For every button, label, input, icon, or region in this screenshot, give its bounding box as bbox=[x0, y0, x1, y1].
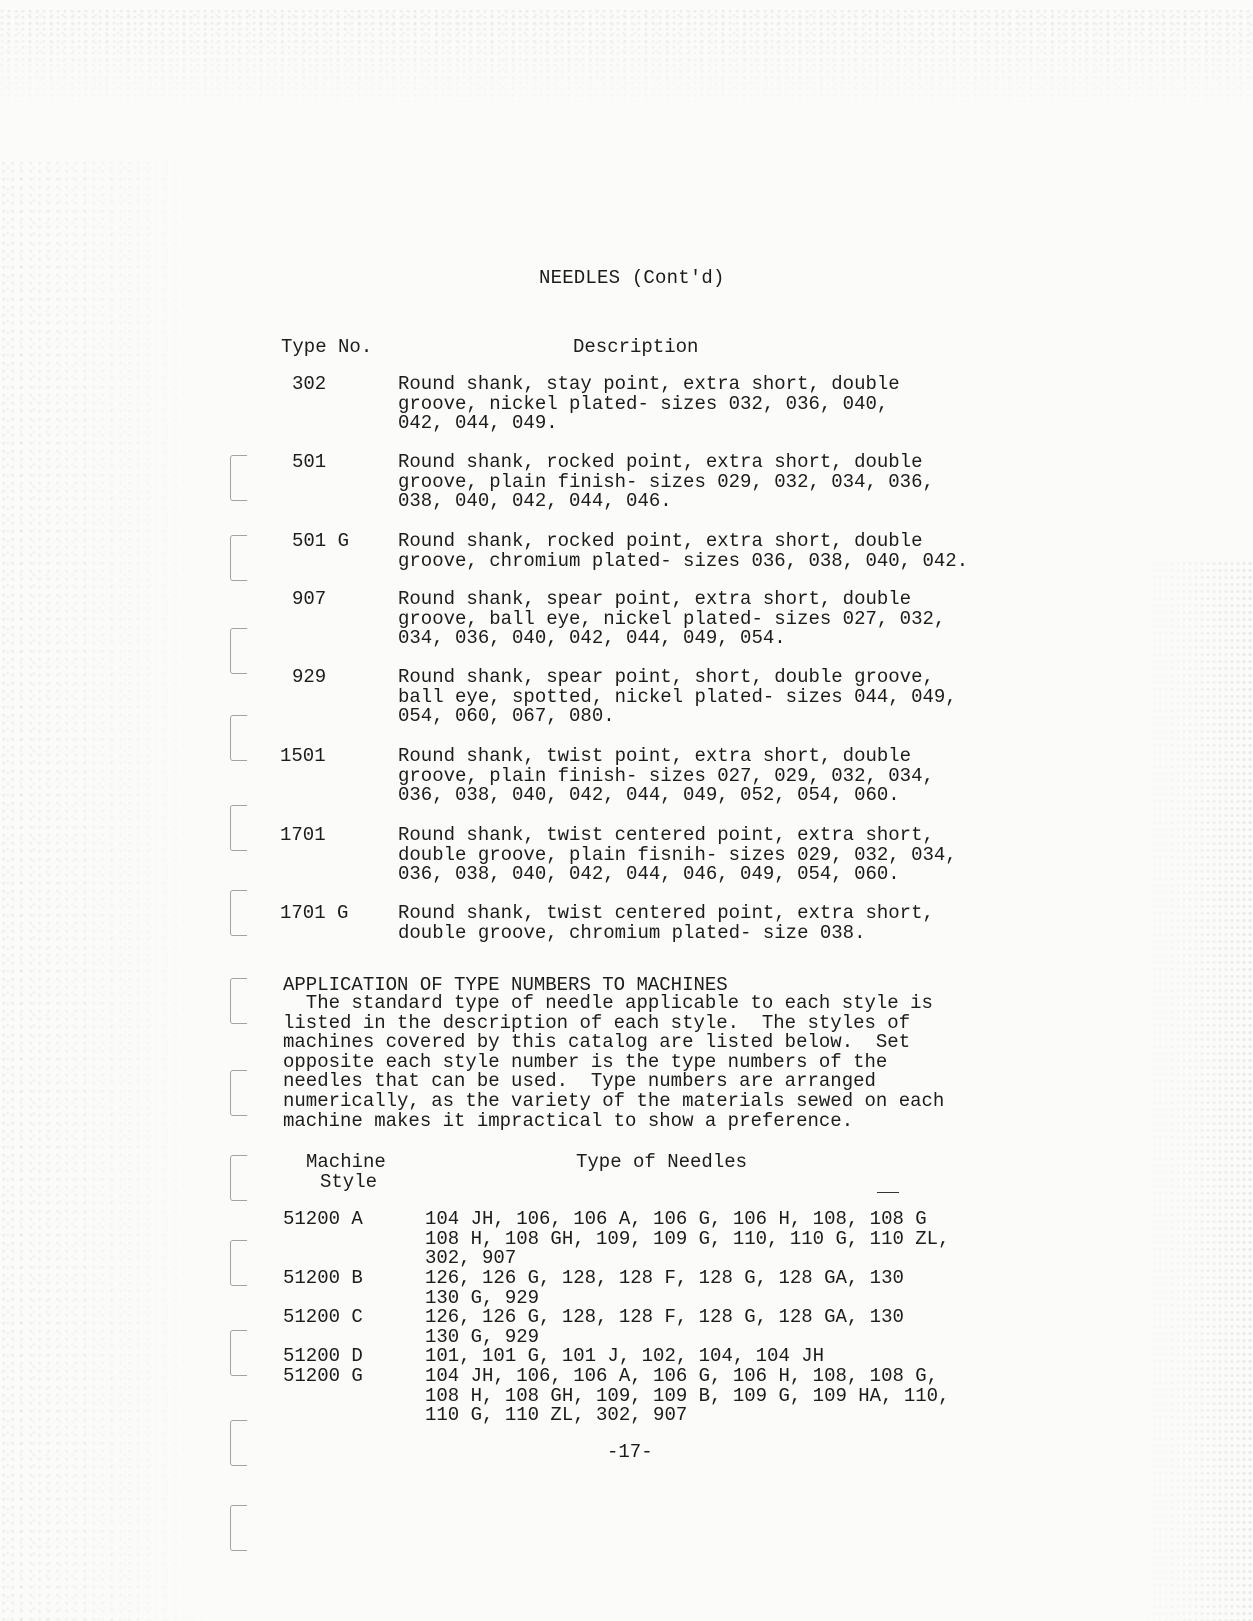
needle-type: 1701 G bbox=[280, 902, 349, 924]
needle-types-line: 130 G, 929 bbox=[425, 1325, 540, 1348]
binder-mark bbox=[230, 535, 247, 581]
paragraph-line: machine makes it impractical to show a preference. bbox=[283, 1109, 854, 1132]
needle-description bbox=[398, 668, 998, 727]
needle-description bbox=[398, 453, 998, 512]
binder-mark bbox=[230, 1420, 247, 1466]
binder-mark bbox=[230, 890, 247, 936]
scan-noise-left bbox=[0, 160, 230, 1621]
needle-type: 907 bbox=[292, 588, 327, 610]
description-line: Round shank, spear point, short, double groove, bbox=[398, 666, 934, 688]
needle-types-line: 302, 907 bbox=[425, 1247, 517, 1270]
type-of-needles-header: Type of Needles bbox=[576, 1151, 748, 1173]
paragraph-line: listed in the description of each style. The styles of bbox=[283, 1011, 911, 1034]
machine-needle-types bbox=[425, 1347, 985, 1367]
needle-description bbox=[398, 904, 998, 943]
description-line: 038, 040, 042, 044, 046. bbox=[398, 490, 672, 512]
binder-mark bbox=[230, 1070, 247, 1116]
machine-needle-types bbox=[425, 1269, 985, 1308]
description-line: Round shank, twist point, extra short, double bbox=[398, 745, 912, 767]
machine-style: 51200 A bbox=[283, 1208, 363, 1230]
description-line: Round shank, twist centered point, extra short, bbox=[398, 902, 934, 924]
needle-description bbox=[398, 590, 998, 649]
machine-style: 51200 G bbox=[283, 1365, 363, 1387]
binder-mark bbox=[230, 978, 247, 1024]
description-line: groove, chromium plated- sizes 036, 038, 040, 042. bbox=[398, 549, 969, 572]
description-line: 034, 036, 040, 042, 044, 049, 054. bbox=[398, 627, 786, 649]
needle-types-line: 104 JH, 106, 106 A, 106 G, 106 H, 108, 108 G, bbox=[425, 1365, 939, 1387]
description-line: Round shank, rocked point, extra short, double bbox=[398, 530, 923, 552]
binder-marks bbox=[230, 360, 260, 1600]
needle-types-line: 126, 126 G, 128, 128 F, 128 G, 128 GA, 130 bbox=[425, 1306, 904, 1328]
machine-style: 51200 D bbox=[283, 1345, 363, 1367]
needle-type: 929 bbox=[292, 666, 327, 688]
description-line: double groove, chromium plated- size 038. bbox=[398, 921, 866, 944]
machine-needle-types bbox=[425, 1210, 985, 1269]
section-title: APPLICATION OF TYPE NUMBERS TO MACHINES bbox=[283, 974, 728, 996]
description-line: Round shank, stay point, extra short, double bbox=[398, 373, 900, 395]
machine-style: 51200 B bbox=[283, 1267, 363, 1289]
needle-types-line: 126, 126 G, 128, 128 F, 128 G, 128 GA, 130 bbox=[425, 1267, 904, 1289]
needle-types-line: 108 H, 108 GH, 109, 109 B, 109 G, 109 HA, 110, bbox=[425, 1384, 950, 1407]
description-line: groove, nickel plated- sizes 032, 036, 040, bbox=[398, 392, 889, 415]
description-line: 042, 044, 049. bbox=[398, 412, 558, 434]
machine-style-header-line2: Style bbox=[320, 1171, 378, 1193]
machine-style: 51200 C bbox=[283, 1306, 363, 1328]
needle-types-line: 110 G, 110 ZL, 302, 907 bbox=[425, 1404, 688, 1427]
needle-type: 1501 bbox=[280, 745, 326, 767]
application-paragraph bbox=[283, 994, 983, 1131]
description-line: 036, 038, 040, 042, 044, 049, 052, 054, 060. bbox=[398, 784, 900, 806]
page-number: -17- bbox=[607, 1441, 653, 1463]
needle-type: 302 bbox=[292, 373, 327, 395]
binder-mark bbox=[230, 805, 247, 851]
description-line: groove, ball eye, nickel plated- sizes 027, 032, bbox=[398, 607, 946, 630]
description-line: groove, plain finish- sizes 027, 029, 032, 034, bbox=[398, 764, 934, 787]
needle-type: 501 bbox=[292, 451, 327, 473]
needle-types-line: 130 G, 929 bbox=[425, 1286, 540, 1309]
binder-mark bbox=[230, 1330, 247, 1376]
needle-type: 501 G bbox=[292, 530, 350, 552]
binder-mark bbox=[230, 455, 247, 501]
needle-description bbox=[398, 826, 998, 885]
paragraph-line: The standard type of needle applicable to each style is bbox=[283, 992, 933, 1014]
page-title: NEEDLES (Cont'd) bbox=[539, 267, 725, 289]
paragraph-line: needles that can be used. Type numbers are arranged bbox=[283, 1070, 876, 1093]
paragraph-line: opposite each style number is the type numbers of the bbox=[283, 1050, 888, 1073]
machine-style-header: Machine bbox=[306, 1151, 386, 1173]
needle-types-line: 101, 101 G, 101 J, 102, 104, 104 JH bbox=[425, 1345, 825, 1367]
needle-description bbox=[398, 532, 998, 571]
description-line: Round shank, rocked point, extra short, double bbox=[398, 451, 923, 473]
description-line: 036, 038, 040, 042, 044, 046, 049, 054, 060. bbox=[398, 863, 900, 885]
binder-mark bbox=[230, 1505, 247, 1551]
binder-mark bbox=[230, 715, 247, 761]
scan-noise-top bbox=[0, 10, 1253, 120]
description-line: 054, 060, 067, 080. bbox=[398, 705, 615, 727]
description-line: Round shank, twist centered point, extra short, bbox=[398, 824, 934, 846]
description-line: ball eye, spotted, nickel plated- sizes 044, 049, bbox=[398, 685, 957, 708]
description-line: Round shank, spear point, extra short, double bbox=[398, 588, 912, 610]
needle-types-line: 104 JH, 106, 106 A, 106 G, 106 H, 108, 108 G bbox=[425, 1208, 927, 1230]
description-line: groove, plain finish- sizes 029, 032, 034, 036, bbox=[398, 470, 934, 493]
binder-mark bbox=[230, 1155, 247, 1201]
binder-mark bbox=[230, 1240, 247, 1286]
needle-description bbox=[398, 375, 998, 434]
needle-description bbox=[398, 747, 998, 806]
description-line: double groove, plain fisnih- sizes 029, 032, 034, bbox=[398, 843, 957, 866]
description-header: Description bbox=[573, 336, 699, 358]
machine-needle-types bbox=[425, 1367, 985, 1426]
paragraph-line: machines covered by this catalog are listed below. Set bbox=[283, 1031, 911, 1054]
header-dash bbox=[877, 1192, 899, 1193]
paragraph-line: numerically, as the variety of the materials sewed on each bbox=[283, 1089, 945, 1112]
binder-mark bbox=[230, 628, 247, 674]
needle-type: 1701 bbox=[280, 824, 326, 846]
type-no-header: Type No. bbox=[281, 336, 373, 358]
machine-needle-types bbox=[425, 1308, 985, 1347]
needle-types-line: 108 H, 108 GH, 109, 109 G, 110, 110 G, 110 ZL, bbox=[425, 1227, 950, 1250]
scan-noise-right bbox=[1133, 560, 1253, 1621]
